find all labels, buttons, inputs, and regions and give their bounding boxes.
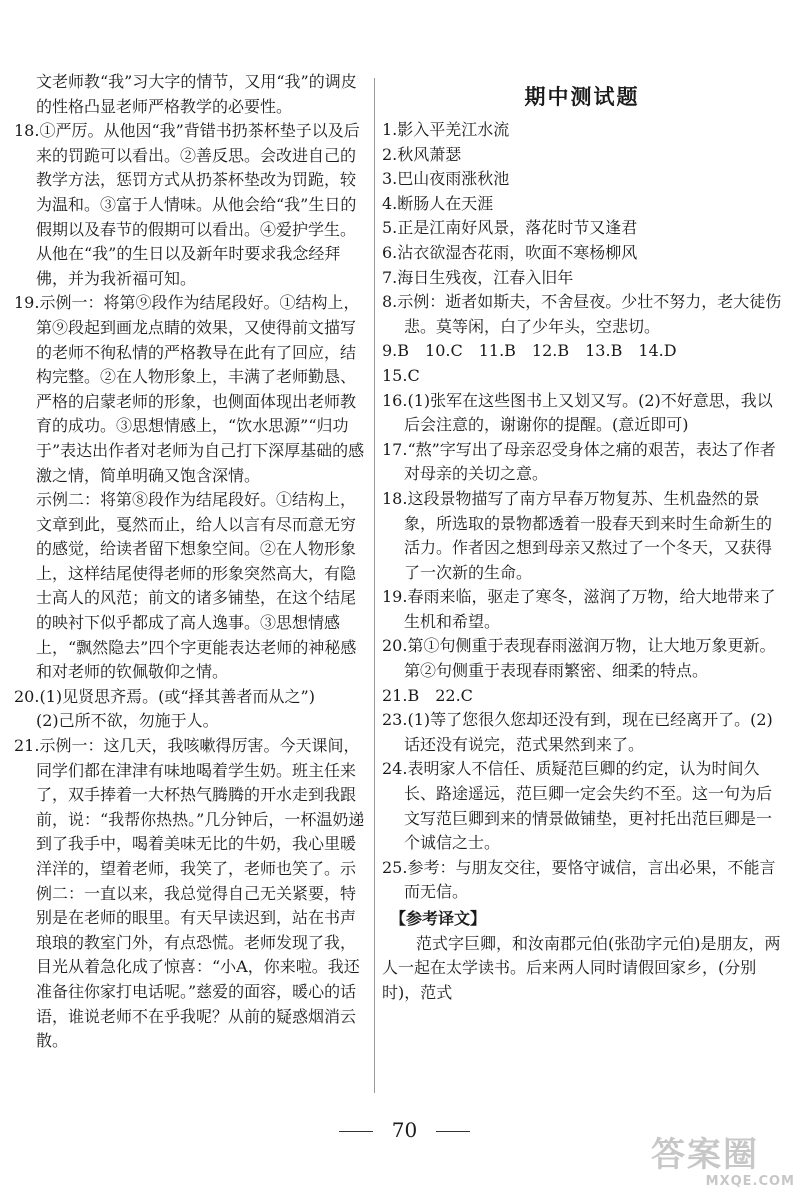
answer-item: 20.第①句侧重于表现春雨滋润万物，让大地万象更新。第②句侧重于表现春雨繁密、细柔的特点。 (382, 636, 776, 681)
answer-17-continuation: 文老师教“我”习大字的情节，又用“我”的调皮的性格凸显老师严格教学的必要性。 (36, 72, 357, 116)
answer-item: 3.巴山夜雨涨秋池 (382, 169, 510, 189)
watermark-logo (651, 1136, 801, 1196)
answer-21: 21.示例一：这几天，我咳嗽得厉害。今天课间，同学们都在津津有味地喝着学生奶。班主任来了，双手捧着一大杯热气腾腾的开水走到我跟前，说：“我帮你热热。”几分钟后，一杯温奶递到了我手中，喝着美味无比的牛奶，我心里暖洋洋的，望着老师，我笑了，老师也笑了。示例二：一直以来，我总觉得自己无关紧要，特别是在老师的眼里。有天早读迟到，站在书声琅琅的教室门外，有点恐慌。老师发现了我，目光从着急化成了惊喜：“小A，你来啦。我还准备往你家打电话呢。”慈爱的面容，暖心的话语，谁说老师不在乎我呢？从前的疑惑烟消云散。 (14, 736, 365, 1051)
answer-item: 5.正是江南好风景，落花时节又逢君 (382, 218, 638, 238)
answer-item: 6.沾衣欲湿杏花雨，吹面不寒杨柳风 (382, 242, 638, 262)
answer-18: 18.①严厉。从他因“我”背错书扔茶杯垫子以及后来的罚跪可以看出。②善反思。会改进自己的教学方法，惩罚方式从扔茶杯垫改为罚跪，较为温和。③富于人情味。从他会给“我”生日的假期以及春节的假期可以看出。④爱护学生。从他在“我”的生日以及新年时要求我念经拜佛，并为我祈福可知。 (14, 121, 360, 288)
footer-rule-right (436, 1131, 470, 1132)
reference-translation-text: 范式字巨卿，和汝南郡元伯(张劭字元伯)是朋友，两人一起在太学读书。后来两人同时请假回家乡，(分别时)，范式 (382, 933, 781, 1002)
answer-item: 25.参考：与朋友交往，要恪守诚信，言出必果，不能言而无信。 (382, 857, 776, 902)
answer-item: 23.(1)等了您很久您却还没有到，现在已经离开了。(2)话还没有说完，范式果然到来了。 (382, 710, 773, 754)
answer-item: 24.表明家人不信任、质疑范巨卿的约定，认为时间久长、路途遥远，范巨卿一定会失约不至。这一句为后文写范巨卿到来的情景做铺垫，更衬托出范巨卿是一个诚信之士。 (382, 759, 773, 853)
answer-item: 7.海日生残夜，江春入旧年 (382, 267, 574, 287)
right-column (382, 70, 782, 1005)
column-divider (374, 78, 375, 1093)
answer-item: 16.(1)张军在这些图书上又划又写。(2)不好意思，我以后会注意的，谢谢你的提醒。(意近即可) (382, 390, 773, 435)
answer-item: 4.断肠人在天涯 (382, 193, 494, 213)
answer-item: 18.这段景物描写了南方早春万物复苏、生机盎然的景象，所选取的景物都透着一股春天到来时生命新生的活力。作者因之想到母亲又熬过了一个冬天，又获得了一次新的生命。 (382, 488, 773, 582)
answer-19-example-2: 示例二：将第⑧段作为结尾段好。①结构上，文章到此，戛然而止，给人以言有尽而意无穷的感觉，给读者留下想象空间。②在人物形象上，这样结尾使得老师的形象突然高大，有隐士高人的风范；前文的诸多铺垫，在这个结尾的映衬下似乎都成了高人逸事。③思想情感上，“飘然隐去”四个字更能表达老师的神秘感和对老师的钦佩敬仰之情。 (36, 490, 357, 682)
answer-item: 1.影入平羌江水流 (382, 120, 510, 139)
watermark-url: MXQE.COM (705, 1174, 795, 1189)
section-title: 期中测试题 (524, 85, 640, 109)
answer-20-part-2: (2)己所不欲，勿施于人。 (36, 711, 219, 731)
answer-item: 9.B 10.C 11.B 12.B 13.B 14.D (382, 341, 677, 361)
answer-20-part-1: 20.(1)见贤思齐焉。(或“择其善者而从之”) (14, 686, 315, 706)
page-number: 70 (391, 1118, 418, 1142)
answer-item: 15.C (382, 365, 420, 385)
answer-19-example-1: 19.示例一：将第⑨段作为结尾段好。①结构上，第⑨段起到画龙点睛的效果，又使得前文描写的老师不徇私情的严格教导在此有了回应，结构完整。②在人物形象上，丰满了老师勤恳、严格的启蒙老师的形象，也侧面体现出老师教育的成功。③思想情感上，“饮水思源”“归功于”表达出作者对老师为自己打下深厚基础的感激之情，简单明确又饱含深情。 (14, 293, 365, 485)
left-column (14, 70, 366, 1054)
answer-item: 17.“熬”字写出了母亲忍受身体之痛的艰苦，表达了作者对母亲的关切之意。 (382, 439, 776, 484)
reference-translation-heading: 【参考译文】 (390, 909, 487, 928)
answer-item: 8.示例：逝者如斯夫，不舍昼夜。少壮不努力，老大徒伤悲。莫等闲，白了少年头，空悲切。 (382, 292, 782, 336)
answer-item: 2.秋风萧瑟 (382, 144, 462, 164)
watermark-text: 答案圈 (651, 1135, 759, 1175)
answer-item: 19.春雨来临，驱走了寒冬，滋润了万物，给大地带来了生机和希望。 (382, 587, 776, 631)
answer-item: 21.B 22.C (382, 685, 473, 705)
footer-rule-left (339, 1131, 373, 1132)
